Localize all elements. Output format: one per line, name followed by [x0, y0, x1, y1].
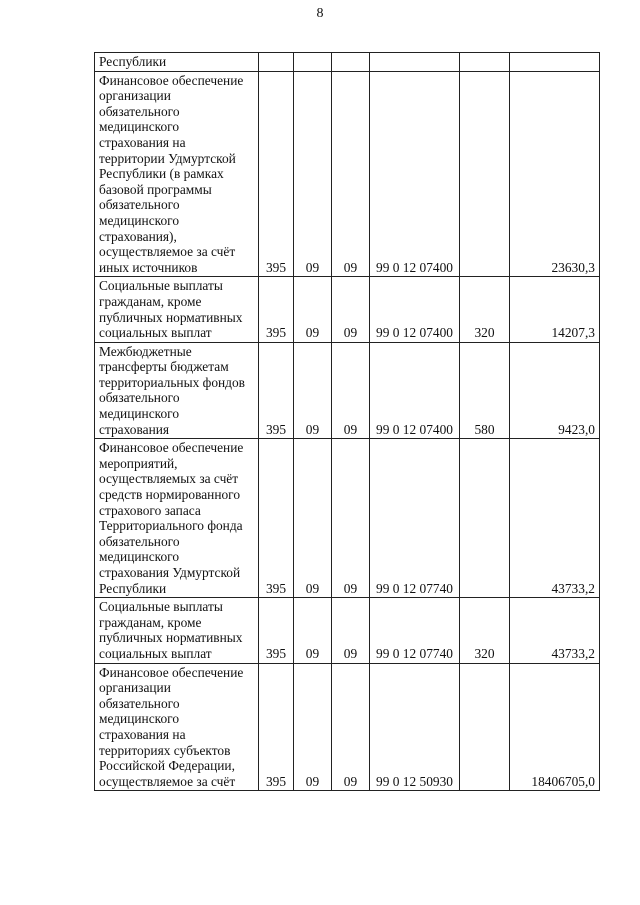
- row-name-cell: Финансовое обеспечение организации обязательного медицинского страхования на территории Удмуртской Республики (в рамках базовой программы обязательного медицинского страхования), осуществляемое за счёт иных источников: [95, 71, 259, 277]
- table-row: [95, 598, 600, 663]
- section-cell: 09: [294, 598, 332, 663]
- expense-type-cell: 320: [460, 277, 510, 342]
- expense-type-cell: [460, 439, 510, 598]
- row-name-cell: Финансовое обеспечение мероприятий, осуществляемых за счёт средств нормированного страхового запаса Территориального фонда обязательного медицинского страхования Удмуртской Республики: [95, 439, 259, 598]
- target-article-cell: [370, 53, 460, 72]
- expense-type-cell: [460, 71, 510, 277]
- target-article-cell: 99 0 12 07740: [370, 439, 460, 598]
- ministry-code-cell: 395: [259, 598, 294, 663]
- ministry-code-cell: 395: [259, 342, 294, 439]
- expense-type-cell: 320: [460, 598, 510, 663]
- amount-cell: 18406705,0: [510, 663, 600, 791]
- budget-table: [94, 52, 600, 791]
- amount-cell: 9423,0: [510, 342, 600, 439]
- ministry-code-cell: 395: [259, 71, 294, 277]
- row-name-cell: Социальные выплаты гражданам, кроме публичных нормативных социальных выплат: [95, 598, 259, 663]
- table-row: [95, 277, 600, 342]
- page-number: 8: [316, 6, 324, 21]
- amount-cell: 14207,3: [510, 277, 600, 342]
- section-cell: 09: [294, 439, 332, 598]
- ministry-code-cell: 395: [259, 439, 294, 598]
- table-row: [95, 439, 600, 598]
- row-name-cell: Социальные выплаты гражданам, кроме публичных нормативных социальных выплат: [95, 277, 259, 342]
- expense-type-cell: 580: [460, 342, 510, 439]
- target-article-cell: 99 0 12 50930: [370, 663, 460, 791]
- table-row: [95, 663, 600, 791]
- subsection-cell: [332, 53, 370, 72]
- amount-cell: 43733,2: [510, 598, 600, 663]
- ministry-code-cell: [259, 53, 294, 72]
- amount-cell: [510, 53, 600, 72]
- subsection-cell: 09: [332, 663, 370, 791]
- amount-cell: 23630,3: [510, 71, 600, 277]
- section-cell: 09: [294, 71, 332, 277]
- target-article-cell: 99 0 12 07400: [370, 342, 460, 439]
- row-name-cell: Республики: [95, 53, 259, 72]
- subsection-cell: 09: [332, 277, 370, 342]
- subsection-cell: 09: [332, 342, 370, 439]
- section-cell: 09: [294, 342, 332, 439]
- table-row: [95, 71, 600, 277]
- subsection-cell: 09: [332, 439, 370, 598]
- row-name-cell: Финансовое обеспечение организации обязательного медицинского страхования на территориях субъектов Российской Федерации, осуществляемое за счёт: [95, 663, 259, 791]
- expense-type-cell: [460, 53, 510, 72]
- target-article-cell: 99 0 12 07400: [370, 277, 460, 342]
- ministry-code-cell: 395: [259, 663, 294, 791]
- expense-type-cell: [460, 663, 510, 791]
- subsection-cell: 09: [332, 598, 370, 663]
- ministry-code-cell: 395: [259, 277, 294, 342]
- target-article-cell: 99 0 12 07400: [370, 71, 460, 277]
- section-cell: 09: [294, 663, 332, 791]
- subsection-cell: 09: [332, 71, 370, 277]
- section-cell: 09: [294, 277, 332, 342]
- amount-cell: 43733,2: [510, 439, 600, 598]
- table-row: [95, 53, 600, 72]
- target-article-cell: 99 0 12 07740: [370, 598, 460, 663]
- section-cell: [294, 53, 332, 72]
- table-row: [95, 342, 600, 439]
- row-name-cell: Межбюджетные трансферты бюджетам территориальных фондов обязательного медицинского страхования: [95, 342, 259, 439]
